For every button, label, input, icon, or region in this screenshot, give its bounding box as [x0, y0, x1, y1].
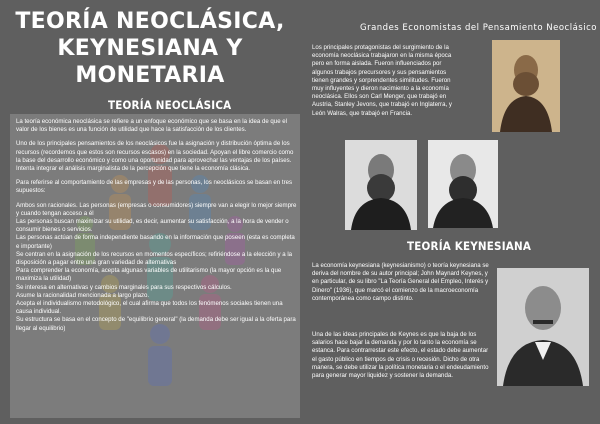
neoclassical-paragraph: Uno de los principales pensamientos de los neoclásicos fue la asignación y distribución óptima de los recursos (recordemos que estos son recursos escasos) en la sociedad. Apoyan el libre comercio como la base del desarrollo económico y como una oportunidad para aprovechar las ventajas de los países. Intenta integrar el análisis marginalista de la percepción que tiene la economía clásica.: [16, 140, 294, 173]
neoclassical-paragraph: La teoría económica neoclásica se refiere a un enfoque económico que se basa en la idea de que el valor de los bienes es una función de utilidad que hace la satisfacción de los clientes.: [16, 118, 288, 134]
neoclassical-heading: TEORÍA NEOCLÁSICA: [108, 98, 232, 112]
economist-portrait-1: [492, 40, 560, 132]
economists-heading: Grandes Economistas del Pensamiento Neoclásico: [360, 23, 597, 33]
keynesian-text-1: [312, 262, 492, 309]
neoclassical-assumptions: Ambos son racionales. Las personas (empresas o consumidores) siempre van a elegir lo mejor siempre y cuando tengan acceso a él Las personas buscan maximizar su utilidad, es decir, aumentar su satisfacción, a la hora de vender o consumir bienes o servicios. Las personas actúan de forma independiente basando en la información que poseen (esta es completa e importante) Se centran en la asignación de los recursos en momentos específicos; refiriéndose a la elección y a la disposición a pagar entre una gran variedad de alternativas Para comprender la economía, acepta algunas variables de utilitarismo (la mayor opción es la que maximiza la utilidad) Se interesa en alternativas y cambios marginales para sus respectivos cálculos. Asume la racionalidad mencionada a largo plazo. Acepta el individualismo metodológico, el cual afirma que todos los fenómenos sociales tienen una causa individual. Su estructura se basa en el concepto de "equilibrio general" (la demanda debe ser igual a la oferta para llegar al equilibrio): [16, 201, 297, 332]
economist-portrait-3: [428, 140, 498, 228]
keynesian-paragraph: La economía keynesiana (keynesianismo) o teoría keynesiana se deriva del nombre de su autor principal; John Maynard Keynes, y en particular, de su libro "La Teoría General del Empleo, Interés y Dinero" (1936), que marcó el comienzo de la macroeconomía contemporánea como campo distinto.: [312, 262, 489, 302]
neoclassical-paragraph: Para referirse al comportamiento de las empresas y de las personas, los neoclásicos se basan en tres supuestos:: [16, 179, 293, 195]
title-line-3: MONETARIA: [75, 63, 225, 88]
economists-paragraph: Los principales protagonistas del surgimiento de la economía neoclásica trabajaron en la misma época pero en forma aislada. Fueron influenciados por algunos trabajos precursores y sus pensamientos tienen grandes y sorprendentes similitudes. Fueron muy influyentes y dieron nacimiento a la economía neoclásica. Ellos son Carl Menger, que trabajó en Austria, Stanley Jevons, que trabajó en Inglaterra, y León Walras, que trabajó en Francia.: [312, 44, 452, 117]
keynesian-text-2: [312, 331, 492, 386]
page-title: [0, 8, 300, 89]
neoclassical-text: [16, 118, 298, 339]
economists-text: [312, 44, 462, 124]
keynesian-paragraph: Una de las ideas principales de Keynes es que la baja de los salarios hace bajar la demanda y por lo tanto la economía se estanca. Para contrarrestar este efecto, el estado debe aumentar el gasto público en tiempos de crisis o recesión. Dicho de otra manera, se debe utilizar la política monetaria o el endeudamiento para generar mayor liquidez y sostener la demanda.: [312, 331, 489, 380]
economist-portrait-2: [345, 140, 417, 230]
title-line-1: TEORÍA NEOCLÁSICA,: [15, 9, 285, 34]
title-line-2: KEYNESIANA Y: [57, 36, 243, 61]
keynesian-heading: TEORÍA KEYNESIANA: [407, 239, 532, 253]
keynes-portrait: [497, 268, 589, 386]
